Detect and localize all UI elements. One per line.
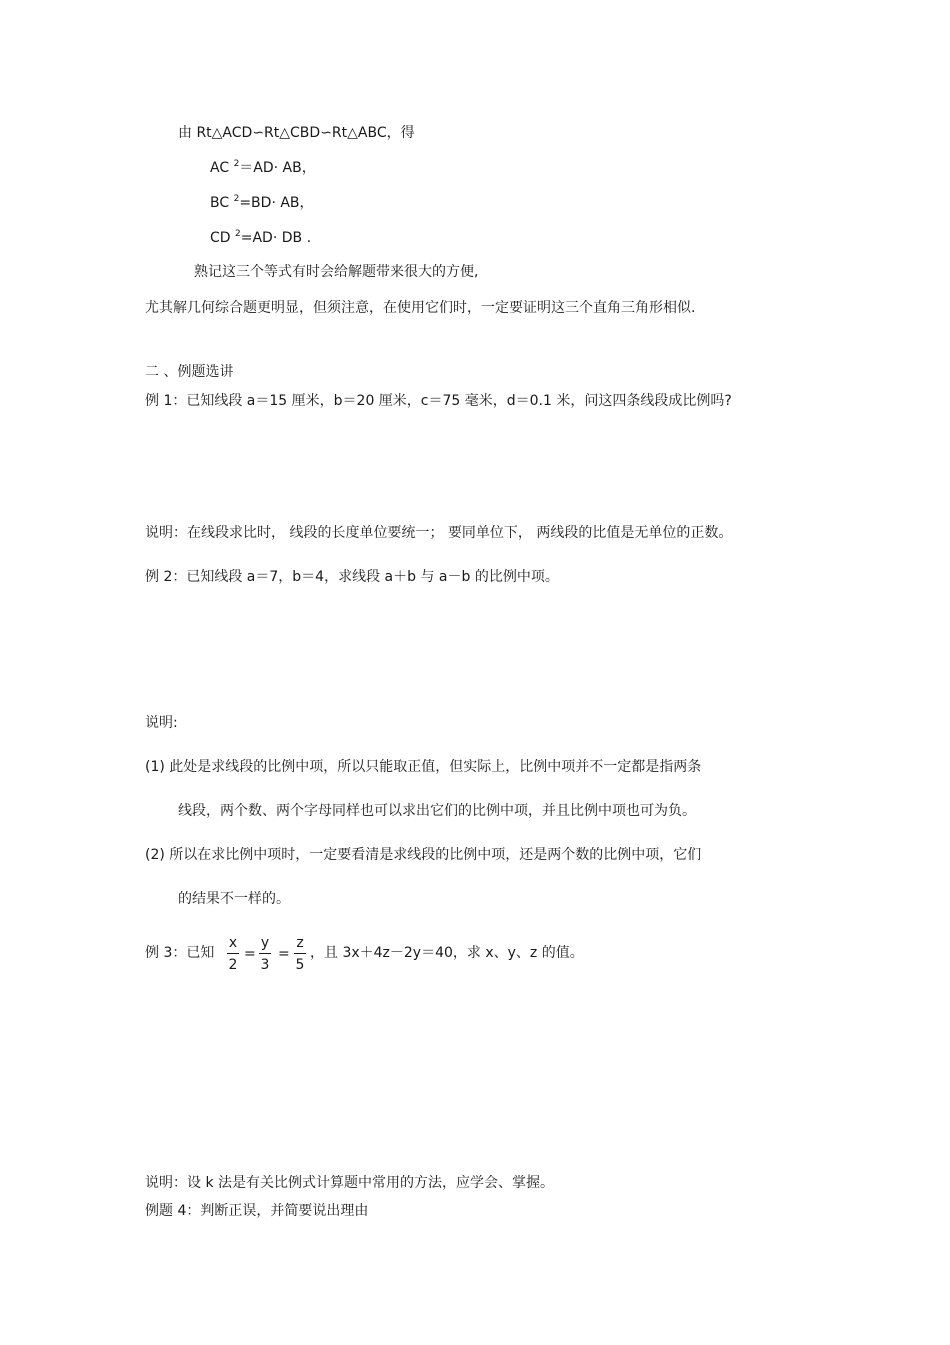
superscript: 2 bbox=[235, 229, 241, 239]
fraction-bar bbox=[294, 953, 306, 954]
note-1: 说明：在线段求比时， 线段的长度单位要统一； 要同单位下， 两线段的比值是无单位的正数。 bbox=[145, 525, 733, 541]
numerator: z bbox=[296, 935, 304, 951]
text-line-similar-triangles: 由 Rt△ACD∽Rt△CBD∽Rt△ABC，得 bbox=[178, 125, 415, 141]
equation-cd-squared bbox=[210, 229, 311, 247]
denominator: 5 bbox=[295, 957, 305, 973]
note-3: 说明：设 k 法是有关比例式计算题中常用的方法，应学会、掌握。 bbox=[145, 1175, 555, 1191]
note-2-point-2-cont: 的结果不一样的。 bbox=[178, 891, 290, 907]
denominator: 3 bbox=[260, 957, 270, 973]
fraction-y-over-3 bbox=[258, 934, 272, 975]
note-2-point-1: (1) 此处是求线段的比例中项，所以只能取正值，但实际上，比例中项并不一定都是指两条 bbox=[145, 759, 702, 775]
example-3-prefix: 例 3：已知 bbox=[145, 945, 215, 961]
example-3-suffix: ，且 3x＋4z－2y＝40，求 x、y、z 的值。 bbox=[310, 945, 584, 961]
denominator: 2 bbox=[228, 957, 238, 973]
equation-right: ＝AD· AB， bbox=[239, 160, 316, 176]
fraction-z-over-5 bbox=[293, 934, 307, 975]
section-heading: 二 、例题选讲 bbox=[145, 364, 234, 380]
note-2-point-2: (2) 所以在求比例中项时，一定要看清是求线段的比例中项，还是两个数的比例中项，它们 bbox=[145, 847, 702, 863]
equation-left: AC bbox=[210, 160, 234, 176]
superscript: 2 bbox=[233, 194, 240, 204]
equation-left: CD bbox=[210, 230, 236, 246]
equation-ac-squared bbox=[210, 159, 316, 177]
note-2-heading: 说明: bbox=[145, 715, 178, 731]
equation-bc-squared bbox=[210, 194, 314, 212]
equation-left: BC bbox=[210, 195, 234, 211]
numerator: y bbox=[260, 935, 270, 951]
equals-sign: = bbox=[278, 946, 290, 962]
superscript: 2 bbox=[233, 159, 240, 169]
fraction-x-over-2 bbox=[226, 934, 240, 975]
note-2-point-1-cont: 线段，两个数、两个字母同样也可以求出它们的比例中项，并且比例中项也可为负。 bbox=[178, 803, 696, 819]
example-4: 例题 4：判断正误，并简要说出理由 bbox=[145, 1203, 369, 1219]
example-1: 例 1：已知线段 a＝15 厘米，b＝20 厘米，c＝75 毫米，d＝0.1 米，问这四条线段成比例吗? bbox=[145, 393, 732, 409]
equation-right: =AD· DB . bbox=[240, 230, 312, 246]
example-2: 例 2：已知线段 a＝7，b＝4，求线段 a＋b 与 a－b 的比例中项。 bbox=[145, 569, 559, 585]
text-line-memorize: 熟记这三个等式有时会给解题带来很大的方便, bbox=[194, 264, 479, 280]
text-line-geometry-note: 尤其解几何综合题更明显，但须注意，在使用它们时，一定要证明这三个直角三角形相似. bbox=[145, 300, 696, 316]
equation-right: =BD· AB， bbox=[239, 195, 314, 211]
numerator: x bbox=[228, 935, 238, 951]
fraction-bar bbox=[227, 953, 239, 954]
equals-sign: = bbox=[244, 946, 256, 962]
fraction-bar bbox=[259, 953, 271, 954]
